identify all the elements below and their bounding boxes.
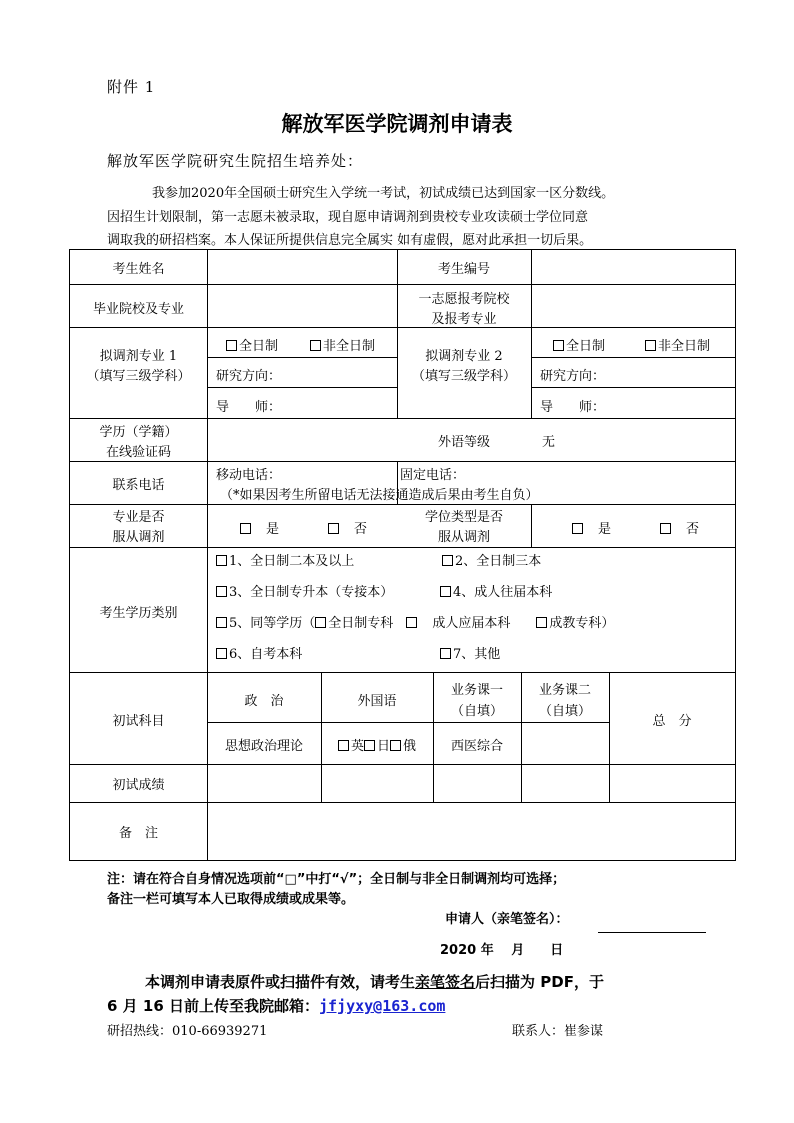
date-line: 2020 年 月 日 [440,943,564,958]
checkbox-icon[interactable] [216,586,227,597]
checkbox-icon[interactable] [645,340,656,351]
submit-notice-1: 本调剂申请表原件或扫描件有效，请考生亲笔签名后扫描为 PDF，于 [145,973,604,991]
lang-options[interactable]: 英 日 俄 [321,735,433,754]
edu-option-5[interactable]: 5、同等学历（ 全日制专科 成人应届本科 成教专科） [216,612,614,631]
major2-direction-label: 研究方向： [540,369,606,384]
fulltime-label: 全日制 [566,339,606,354]
subjects-label: 初试科目 [112,714,165,729]
course1-value[interactable]: 西医综合 [450,739,503,754]
language-label: 外语等级 [437,435,490,450]
edu-option-1[interactable]: 1、全日制二本及以上 [216,550,354,569]
major1-fulltime-option[interactable] [226,335,278,354]
politics-header: 政 治 [244,694,284,709]
obey-degree-no[interactable] [660,518,699,537]
checkbox-icon[interactable] [216,648,227,659]
checkbox-icon[interactable] [440,586,451,597]
checkbox-icon[interactable] [310,340,321,351]
checkbox-icon[interactable] [406,617,417,628]
remarks-field[interactable] [208,803,735,859]
edu-verify-label-1: 学历（学籍） [99,425,178,440]
fulltime-label: 全日制 [239,339,279,354]
parttime-label: 非全日制 [658,339,711,354]
checkbox-icon[interactable] [553,340,564,351]
school-label: 毕业院校及专业 [92,302,184,317]
addressee: 解放军医学院研究生院招生培养处： [107,152,364,170]
exam-no-field[interactable] [532,250,735,284]
edu-option-3[interactable]: 3、全日制专升本（专接本） [216,581,393,600]
scores-label: 初试成绩 [112,778,165,793]
checkbox-icon[interactable] [442,555,453,566]
signature-line[interactable] [598,932,706,933]
intro-line-2: 因招生计划限制，第一志愿未被录取，现自愿申请调剂到贵校专业攻读硕士学位同意 [107,210,589,225]
yes-label: 是 [598,522,612,537]
obey-major-label-1: 专业是否 [112,510,165,525]
checkbox-icon[interactable] [572,523,583,534]
contact-note: （*如果因考生所留电话无法接通造成后果由考生自负） [220,488,539,503]
edu-verify-field[interactable] [208,419,397,461]
obey-major-no[interactable] [328,518,367,537]
course1-header-2: （自填） [450,704,503,719]
obey-degree-yes[interactable] [572,518,611,537]
course2-header-2: （自填） [538,704,591,719]
hotline: 研招热线：010-66939271 [107,1024,268,1039]
major2-advisor-label: 导 师： [540,400,606,415]
obey-degree-label-1: 学位类型是否 [424,510,503,525]
edu-option-2[interactable]: 2、全日制三本 [442,550,541,569]
first-choice-label-2: 及报考专业 [431,312,497,327]
yes-label: 是 [266,522,280,537]
major1-label-2: （填写三级学科） [86,369,191,384]
language-value[interactable]: 无 [542,435,556,450]
checkbox-icon[interactable] [440,648,451,659]
edu-option-7[interactable]: 7、其他 [440,643,500,662]
contact-person: 联系人：崔参谋 [512,1024,604,1039]
footnote-1: 注：请在符合自身情况选项前“□”中打“√”；全日制与非全日制调剂均可选择； [107,872,566,887]
checkbox-icon[interactable] [660,523,671,534]
edu-option-6[interactable]: 6、自考本科 [216,643,302,662]
contact-label: 联系电话 [112,478,165,493]
name-field[interactable] [208,250,397,284]
obey-major-yes[interactable] [240,518,279,537]
course1-header-1: 业务课一 [450,683,503,698]
major1-direction-label: 研究方向： [216,369,282,384]
parttime-label: 非全日制 [323,339,376,354]
checkbox-icon[interactable] [226,340,237,351]
applicant-label: 申请人（亲笔签名）： [445,912,569,927]
checkbox-icon[interactable] [536,617,547,628]
name-label: 考生姓名 [112,262,165,277]
major2-label-1: 拟调剂专业 2 [425,349,503,364]
exam-no-label: 考生编号 [437,262,490,277]
foreign-lang-header: 外国语 [357,694,397,709]
major1-parttime-option[interactable] [310,335,375,354]
no-label: 否 [354,522,368,537]
first-choice-label-1: 一志愿报考院校 [418,292,510,307]
checkbox-icon[interactable] [315,617,326,628]
submit-notice-2: 6 月 16 日前上传至我院邮箱：jfjyxy@163.com [107,997,446,1015]
checkbox-icon[interactable] [390,740,401,751]
no-label: 否 [686,522,700,537]
intro-line-3: 调取我的研招档案。本人保证所提供信息完全属实 如有虚假，愿对此承担一切后果。 [107,233,593,248]
remarks-label: 备 注 [118,826,158,841]
major2-label-2: （填写三级学科） [411,369,516,384]
first-choice-field[interactable] [532,285,735,327]
obey-major-label-2: 服从调剂 [112,530,165,545]
mobile-label[interactable]: 移动电话： [216,468,282,483]
major2-fulltime-option[interactable] [553,335,605,354]
intro-line-1: 我参加2020年全国硕士研究生入学统一考试，初试成绩已达到国家一区分数线。 [152,186,615,201]
checkbox-icon[interactable] [328,523,339,534]
obey-degree-label-2: 服从调剂 [437,530,490,545]
footnote-2: 备注一栏可填写本人已取得成绩或成果等。 [107,892,355,907]
total-header: 总 分 [652,714,692,729]
major1-label-1: 拟调剂专业 1 [99,349,178,364]
checkbox-icon[interactable] [240,523,251,534]
checkbox-icon[interactable] [364,740,375,751]
edu-option-4[interactable]: 4、成人往届本科 [440,581,552,600]
edu-verify-label-2: 在线验证码 [105,445,171,460]
course2-header-1: 业务课二 [538,683,591,698]
major2-parttime-option[interactable] [645,335,710,354]
page-title: 解放军医学院调剂申请表 [281,112,513,136]
landline-label[interactable]: 固定电话： [400,468,466,483]
edu-category-label: 考生学历类别 [99,606,178,621]
checkbox-icon[interactable] [338,740,349,751]
checkbox-icon[interactable] [216,555,227,566]
checkbox-icon[interactable] [216,617,227,628]
application-form-table [69,249,736,861]
school-field[interactable] [208,285,397,327]
attachment-label: 附件 1 [107,78,156,96]
email-link[interactable]: jfjyxy@163.com [318,997,446,1015]
politics-value: 思想政治理论 [224,739,303,754]
major1-advisor-label: 导 师： [216,400,282,415]
